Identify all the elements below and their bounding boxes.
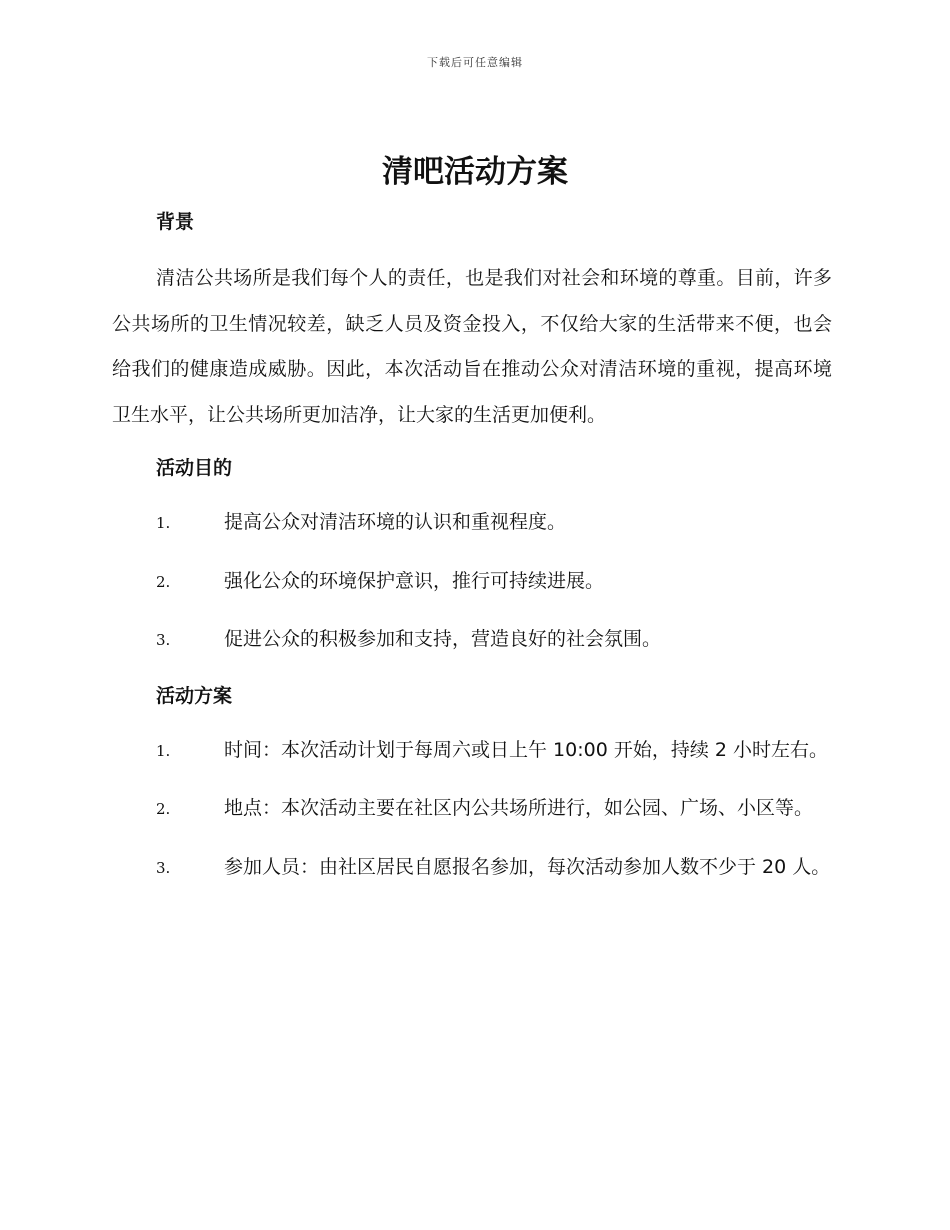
list-item-text: 促进公众的积极参加和支持，营造良好的社会氛围。: [224, 628, 662, 650]
list-item-text: 地点：本次活动主要在社区内公共场所进行，如公园、广场、小区等。: [224, 797, 814, 819]
list-item: [112, 559, 832, 606]
list-item-number: 3.: [156, 858, 171, 877]
list-item-number: 2.: [156, 800, 171, 818]
section-heading-purpose: 活动目的: [156, 457, 233, 479]
list-item: [112, 845, 832, 892]
header-note: 下载后可任意编辑: [427, 56, 523, 69]
list-item-text: 参加人员：由社区居民自愿报名参加，每次活动参加人数不少于 20 人。: [224, 855, 831, 878]
plan-list: [112, 728, 832, 892]
list-item: [112, 786, 832, 833]
list-item-number: 2.: [156, 572, 171, 591]
list-item-text: 时间：本次活动计划于每周六或日上午 10:00 开始，持续 2 小时左右。: [224, 738, 829, 761]
background-paragraph: 清洁公共场所是我们每个人的责任，也是我们对社会和环境的尊重。目前，许多公共场所的卫生情况较差，缺乏人员及资金投入，不仅给大家的生活带来不便，也会给我们的健康造成威胁。因此，本次活动旨在推动公众对清洁环境的重视，提高环境卫生水平，让公共场所更加洁净，让大家的生活更加便利。: [112, 267, 832, 426]
list-item-text: 强化公众的环境保护意识，推行可持续进展。: [224, 569, 605, 592]
list-item: [112, 500, 832, 547]
document-body: [112, 204, 832, 891]
list-item-text: 提高公众对清洁环境的认识和重视程度。: [224, 511, 567, 533]
list-item: [112, 728, 832, 775]
page-title: 清吧活动方案: [382, 154, 568, 190]
list-item-number: 1.: [156, 514, 171, 532]
section-heading-plan: 活动方案: [156, 684, 233, 707]
list-item-number: 1.: [156, 741, 171, 760]
list-item: [112, 617, 832, 664]
purpose-list: [112, 500, 832, 664]
list-item-number: 3.: [156, 631, 171, 649]
section-heading-background: 背景: [156, 211, 195, 233]
